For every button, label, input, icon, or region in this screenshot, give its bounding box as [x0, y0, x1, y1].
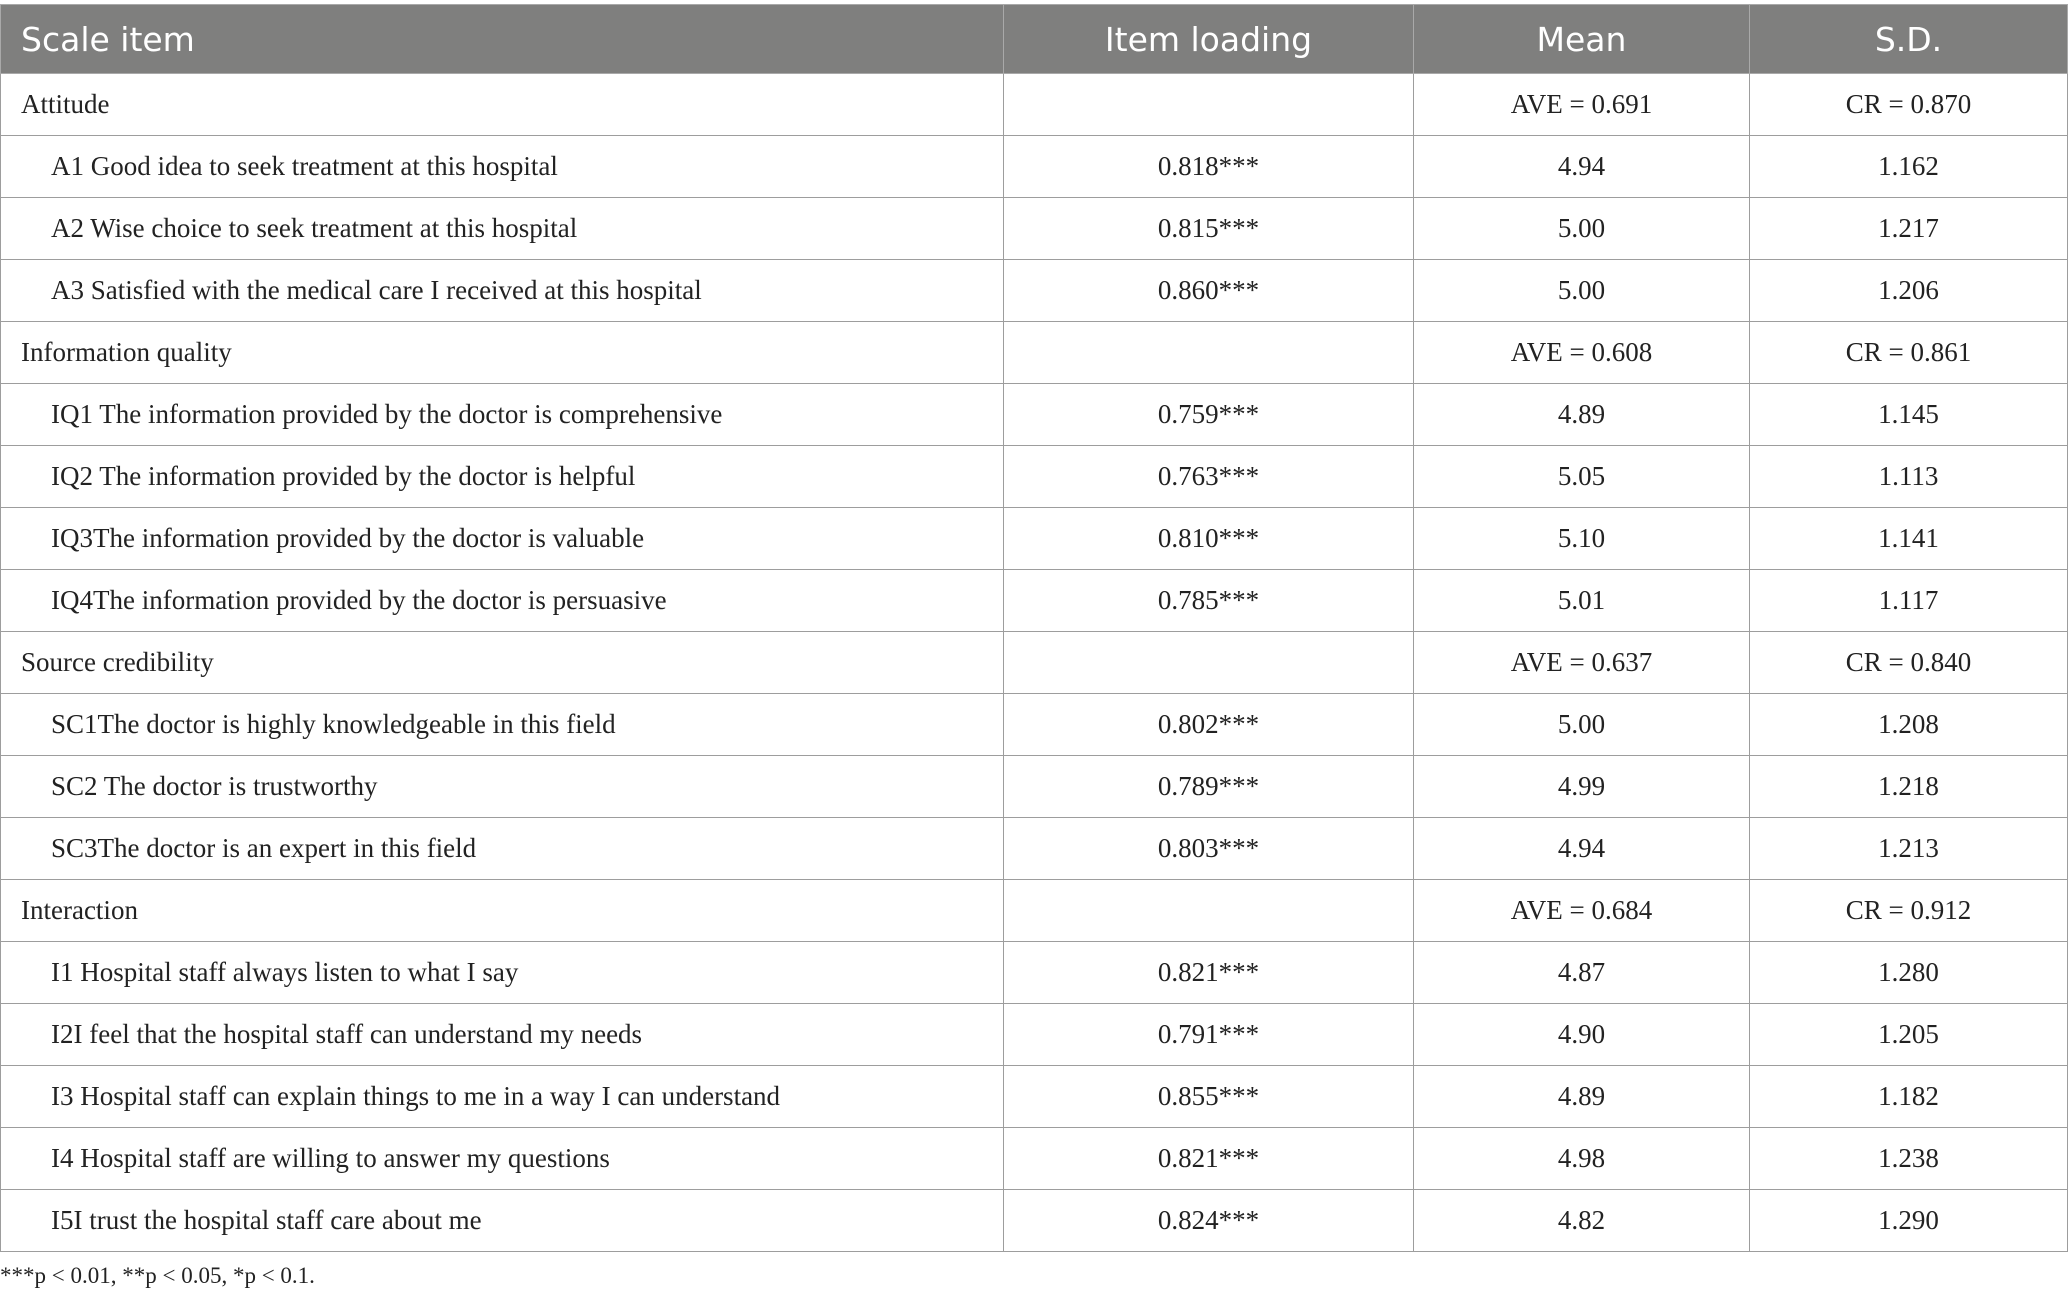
row-label: I1 Hospital staff always listen to what I say — [1, 942, 1004, 1004]
row-label: IQ1 The information provided by the doctor is comprehensive — [1, 384, 1004, 446]
row-mean: AVE = 0.637 — [1414, 632, 1750, 694]
row-label: A3 Satisfied with the medical care I received at this hospital — [1, 260, 1004, 322]
row-loading: 0.802*** — [1004, 694, 1414, 756]
row-loading: 0.763*** — [1004, 446, 1414, 508]
row-label: I2I feel that the hospital staff can understand my needs — [1, 1004, 1004, 1066]
row-loading: 0.803*** — [1004, 818, 1414, 880]
row-label: A1 Good idea to seek treatment at this hospital — [1, 136, 1004, 198]
row-mean: 4.82 — [1414, 1190, 1750, 1252]
row-loading: 0.821*** — [1004, 1128, 1414, 1190]
row-label: Source credibility — [1, 632, 1004, 694]
table-row — [1, 198, 2068, 260]
row-mean: AVE = 0.608 — [1414, 322, 1750, 384]
significance-footnote: ***p < 0.01, **p < 0.05, *p < 0.1. — [0, 1263, 315, 1288]
row-label: SC2 The doctor is trustworthy — [1, 756, 1004, 818]
row-loading: 0.810*** — [1004, 508, 1414, 570]
table-row — [1, 818, 2068, 880]
table-row — [1, 260, 2068, 322]
row-sd: 1.206 — [1750, 260, 2068, 322]
row-sd: CR = 0.870 — [1750, 74, 2068, 136]
table-row — [1, 446, 2068, 508]
row-label: IQ4The information provided by the doctor is persuasive — [1, 570, 1004, 632]
row-loading: 0.785*** — [1004, 570, 1414, 632]
row-label: SC3The doctor is an expert in this field — [1, 818, 1004, 880]
row-label: Attitude — [1, 74, 1004, 136]
table-row-group-attitude — [1, 74, 2068, 136]
row-mean: 4.89 — [1414, 384, 1750, 446]
table-header-row — [1, 5, 2068, 74]
row-sd: 1.208 — [1750, 694, 2068, 756]
row-mean: 5.05 — [1414, 446, 1750, 508]
table-row — [1, 570, 2068, 632]
row-loading: 0.821*** — [1004, 942, 1414, 1004]
row-sd: 1.205 — [1750, 1004, 2068, 1066]
row-mean: 5.00 — [1414, 198, 1750, 260]
row-sd: 1.238 — [1750, 1128, 2068, 1190]
table-row — [1, 694, 2068, 756]
table-row — [1, 1190, 2068, 1252]
row-loading: 0.759*** — [1004, 384, 1414, 446]
row-mean: 4.99 — [1414, 756, 1750, 818]
row-loading: 0.818*** — [1004, 136, 1414, 198]
row-mean: 5.00 — [1414, 694, 1750, 756]
row-sd: 1.290 — [1750, 1190, 2068, 1252]
row-loading: 0.855*** — [1004, 1066, 1414, 1128]
row-label: A2 Wise choice to seek treatment at this hospital — [1, 198, 1004, 260]
row-mean: 4.90 — [1414, 1004, 1750, 1066]
row-mean: 4.89 — [1414, 1066, 1750, 1128]
row-sd: CR = 0.861 — [1750, 322, 2068, 384]
row-sd: 1.162 — [1750, 136, 2068, 198]
row-label: I3 Hospital staff can explain things to me in a way I can understand — [1, 1066, 1004, 1128]
row-loading: 0.824*** — [1004, 1190, 1414, 1252]
row-loading — [1004, 632, 1414, 694]
row-sd: CR = 0.840 — [1750, 632, 2068, 694]
row-label: I4 Hospital staff are willing to answer my questions — [1, 1128, 1004, 1190]
row-sd: 1.113 — [1750, 446, 2068, 508]
row-loading: 0.789*** — [1004, 756, 1414, 818]
header-scale-item: Scale item — [1, 5, 1004, 74]
row-label: Information quality — [1, 322, 1004, 384]
row-sd: 1.217 — [1750, 198, 2068, 260]
row-mean: 4.94 — [1414, 136, 1750, 198]
row-label: SC1The doctor is highly knowledgeable in this field — [1, 694, 1004, 756]
row-mean: 4.87 — [1414, 942, 1750, 1004]
table-row-group-information-quality — [1, 322, 2068, 384]
row-sd: CR = 0.912 — [1750, 880, 2068, 942]
row-loading: 0.815*** — [1004, 198, 1414, 260]
row-label: IQ2 The information provided by the doctor is helpful — [1, 446, 1004, 508]
table-row — [1, 384, 2068, 446]
row-mean: 5.01 — [1414, 570, 1750, 632]
table-row — [1, 756, 2068, 818]
scale-items-table — [0, 4, 2068, 1252]
table-row — [1, 1004, 2068, 1066]
row-mean: AVE = 0.684 — [1414, 880, 1750, 942]
row-loading: 0.860*** — [1004, 260, 1414, 322]
row-sd: 1.145 — [1750, 384, 2068, 446]
row-sd: 1.218 — [1750, 756, 2068, 818]
row-label: IQ3The information provided by the doctor is valuable — [1, 508, 1004, 570]
table-row — [1, 508, 2068, 570]
table-row — [1, 1128, 2068, 1190]
row-sd: 1.117 — [1750, 570, 2068, 632]
table-row — [1, 942, 2068, 1004]
table-row — [1, 136, 2068, 198]
row-mean: 4.98 — [1414, 1128, 1750, 1190]
row-sd: 1.182 — [1750, 1066, 2068, 1128]
row-loading — [1004, 322, 1414, 384]
row-loading — [1004, 74, 1414, 136]
row-loading — [1004, 880, 1414, 942]
header-mean: Mean — [1414, 5, 1750, 74]
row-sd: 1.213 — [1750, 818, 2068, 880]
table-row-group-source-credibility — [1, 632, 2068, 694]
row-mean: 5.10 — [1414, 508, 1750, 570]
row-mean: 4.94 — [1414, 818, 1750, 880]
row-loading: 0.791*** — [1004, 1004, 1414, 1066]
row-mean: AVE = 0.691 — [1414, 74, 1750, 136]
table-row-group-interaction — [1, 880, 2068, 942]
scale-items-table-wrapper — [0, 4, 2068, 1252]
row-sd: 1.280 — [1750, 942, 2068, 1004]
table-row — [1, 1066, 2068, 1128]
row-mean: 5.00 — [1414, 260, 1750, 322]
header-sd: S.D. — [1750, 5, 2068, 74]
header-item-loading: Item loading — [1004, 5, 1414, 74]
row-label: Interaction — [1, 880, 1004, 942]
row-sd: 1.141 — [1750, 508, 2068, 570]
row-label: I5I trust the hospital staff care about me — [1, 1190, 1004, 1252]
